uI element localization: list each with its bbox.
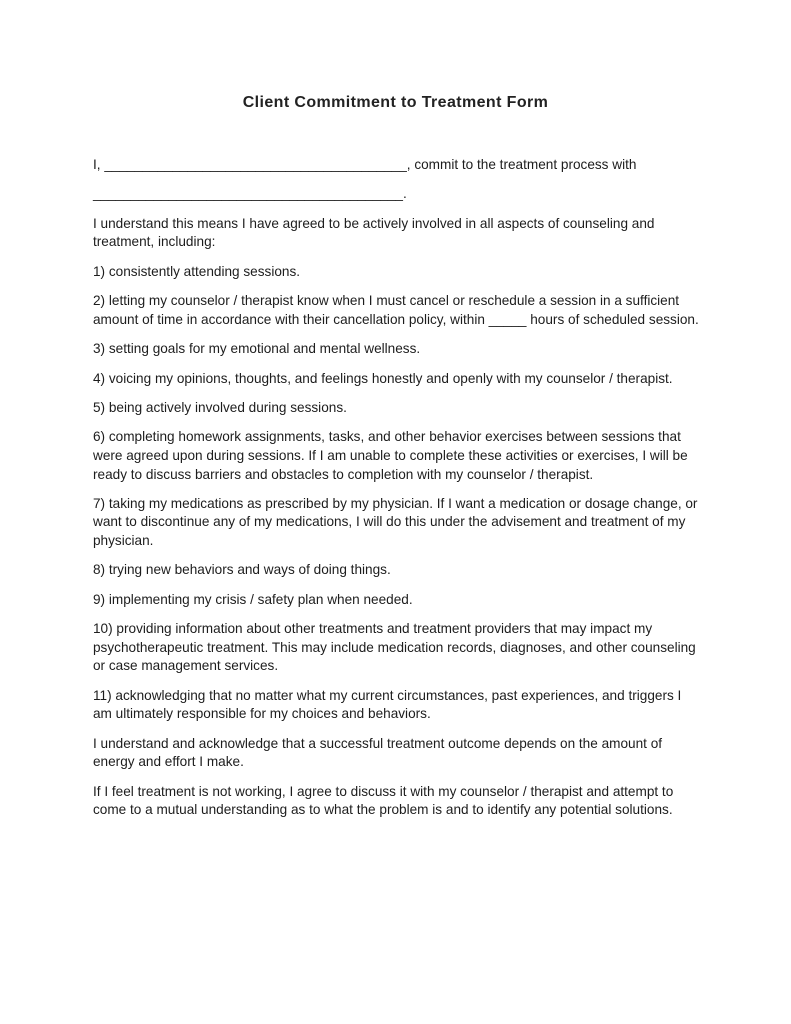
lead-paragraph: I understand this means I have agreed to be actively involved in all aspects of counseling and treatment, including: [93, 215, 655, 250]
document-body [93, 156, 701, 831]
provider-name-blank: _________________________________________ [93, 186, 403, 202]
page-title: Client Commitment to Treatment Form [242, 94, 549, 111]
commitment-item-5: 5) being actively involved during sessions. [93, 399, 347, 415]
commitment-item-7: 7) taking my medications as prescribed by my physician. If I want a medication or dosage change, or want to discontinue any of my medications, I will do this under the advisement and treatment of my physician. [93, 495, 698, 549]
client-name-blank: ________________________________________ [104, 157, 407, 172]
commitment-item-8: 8) trying new behaviors and ways of doing things. [93, 562, 391, 578]
intro-line2-suffix: . [402, 186, 407, 202]
commitment-item-10: 10) providing information about other treatments and treatment providers that may impact my psychotherapeutic treatment. This may include medication records, diagnoses, and other counseling or case management services. [93, 621, 696, 674]
commitment-item-9: 9) implementing my crisis / safety plan when needed. [93, 591, 413, 607]
intro-line-1 [93, 156, 701, 175]
commitment-item-11: 11) acknowledging that no matter what my current circumstances, past experiences, and triggers I am ultimately responsible for my choices and behaviors. [93, 687, 682, 722]
intro-suffix: , commit to the treatment process with [406, 157, 637, 172]
closing-paragraph-2: If I feel treatment is not working, I agree to discuss it with my counselor / therapist and attempt to come to a mutual understanding as to what the problem is and to identify any potential solutions. [93, 783, 674, 818]
commitment-item-4: 4) voicing my opinions, thoughts, and feelings honestly and openly with my counselor / therapist. [93, 370, 673, 386]
closing-paragraph-1: I understand and acknowledge that a successful treatment outcome depends on the amount of energy and effort I make. [93, 735, 663, 770]
commitment-item-1: 1) consistently attending sessions. [93, 263, 301, 279]
intro-prefix: I, [93, 157, 105, 172]
commitment-item-3: 3) setting goals for my emotional and mental wellness. [93, 341, 421, 357]
commitment-item-2: 2) letting my counselor / therapist know when I must cancel or reschedule a session in a sufficient amount of time in accordance with their cancellation policy, within _____ hours of scheduled session. [93, 293, 699, 327]
commitment-item-6: 6) completing homework assignments, tasks, and other behavior exercises between sessions that were agreed upon during sessions. If I am unable to complete these activities or exercises, I will be ready to discuss barriers and obstacles to completion with my counselor / therapist. [93, 429, 688, 482]
intro-line-2 [93, 185, 701, 204]
